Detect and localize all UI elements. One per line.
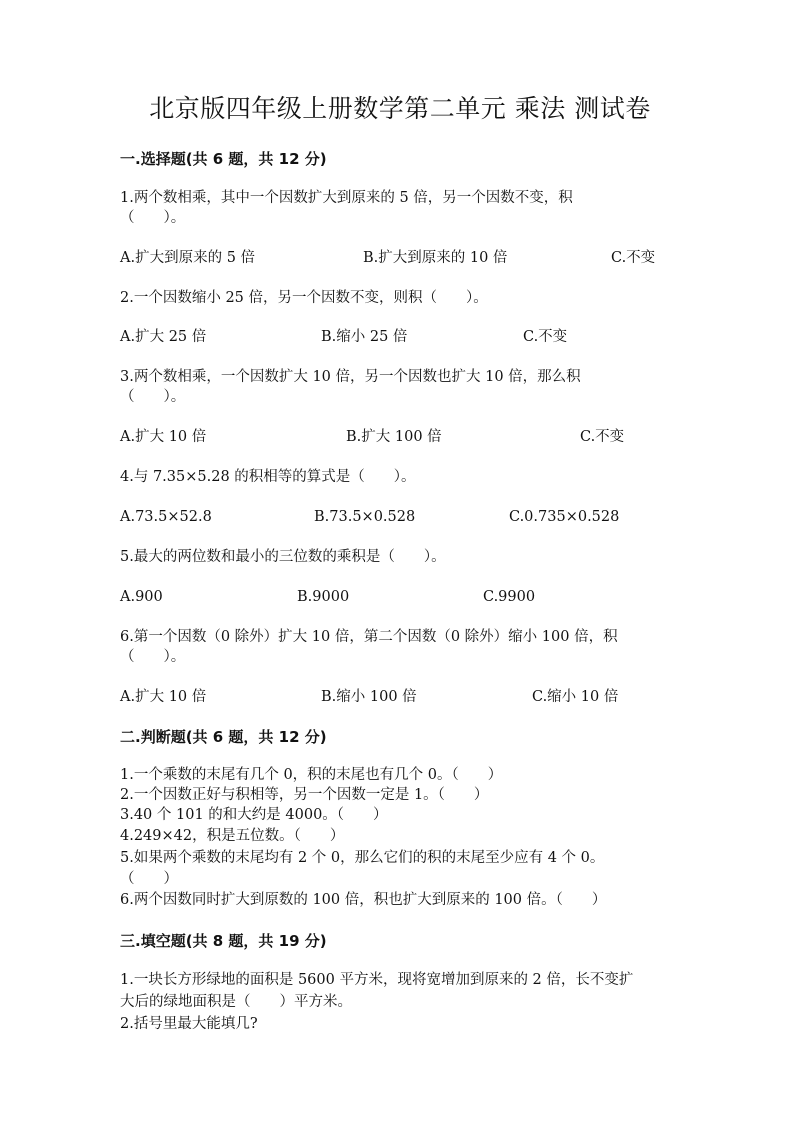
option-b: B.缩小 100 倍 [321, 689, 417, 705]
option-c: C.缩小 10 倍 [532, 689, 619, 705]
option-b: B.扩大到原来的 10 倍 [363, 250, 508, 266]
option-c: C.不变 [523, 329, 568, 345]
option-c: C.0.735×0.528 [509, 509, 620, 525]
fill-line: 大后的绿地面积是（ ）平方米。 [120, 994, 352, 1010]
option-b: B.缩小 25 倍 [321, 329, 408, 345]
fill-line: 1.一块长方形绿地的面积是 5600 平方米，现将宽增加到原来的 2 倍，长不变扩 [120, 972, 634, 988]
question-text: 6.第一个因数（0 除外）扩大 10 倍，第二个因数（0 除外）缩小 100 倍，积 [120, 629, 618, 645]
judge-line: （ ） [120, 871, 178, 887]
section-heading-judge: 二.判断题(共 6 题，共 12 分) [120, 728, 327, 746]
option-b: B.9000 [297, 589, 350, 605]
question-text: 1.两个数相乘，其中一个因数扩大到原来的 5 倍，另一个因数不变，积 [120, 190, 573, 206]
option-a: A.扩大到原来的 5 倍 [120, 250, 256, 266]
option-a: A.扩大 25 倍 [120, 329, 207, 345]
option-b: B.扩大 100 倍 [346, 429, 442, 445]
judge-line: 4.249×42，积是五位数。（ ） [120, 828, 345, 844]
judge-line: 5.如果两个乘数的末尾均有 2 个 0，那么它们的积的末尾至少应有 4 个 0。 [120, 850, 605, 866]
question-text: （ ）。 [120, 649, 186, 665]
option-a: A.73.5×52.8 [120, 509, 212, 525]
option-a: A.扩大 10 倍 [120, 689, 207, 705]
option-b: B.73.5×0.528 [314, 509, 416, 525]
judge-line: 1.一个乘数的末尾有几个 0，积的末尾也有几个 0。（ ） [120, 767, 503, 783]
fill-line: 2.括号里最大能填几? [120, 1016, 258, 1032]
judge-line: 3.40 个 101 的和大约是 4000。（ ） [120, 807, 388, 823]
option-a: A.扩大 10 倍 [120, 429, 207, 445]
question-text: 5.最大的两位数和最小的三位数的乘积是（ ）。 [120, 549, 446, 565]
question-text: （ ）。 [120, 210, 186, 226]
option-c: C.9900 [483, 589, 536, 605]
question-text: 4.与 7.35×5.28 的积相等的算式是（ ）。 [120, 469, 416, 485]
question-text: 3.两个数相乘，一个因数扩大 10 倍，另一个因数也扩大 10 倍，那么积 [120, 369, 581, 385]
question-text: （ ）。 [120, 389, 186, 405]
question-text: 2.一个因数缩小 25 倍，另一个因数不变，则积（ ）。 [120, 290, 488, 306]
judge-line: 6.两个因数同时扩大到原数的 100 倍，积也扩大到原来的 100 倍。（ ） [120, 892, 607, 908]
option-c: C.不变 [611, 250, 656, 266]
section-heading-choice: 一.选择题(共 6 题，共 12 分) [120, 150, 327, 168]
judge-line: 2.一个因数正好与积相等，另一个因数一定是 1。（ ） [120, 787, 489, 803]
option-c: C.不变 [580, 429, 625, 445]
section-heading-fill: 三.填空题(共 8 题，共 19 分) [120, 932, 327, 950]
page-title: 北京版四年级上册数学第二单元 乘法 测试卷 [149, 94, 651, 123]
option-a: A.900 [120, 589, 163, 605]
